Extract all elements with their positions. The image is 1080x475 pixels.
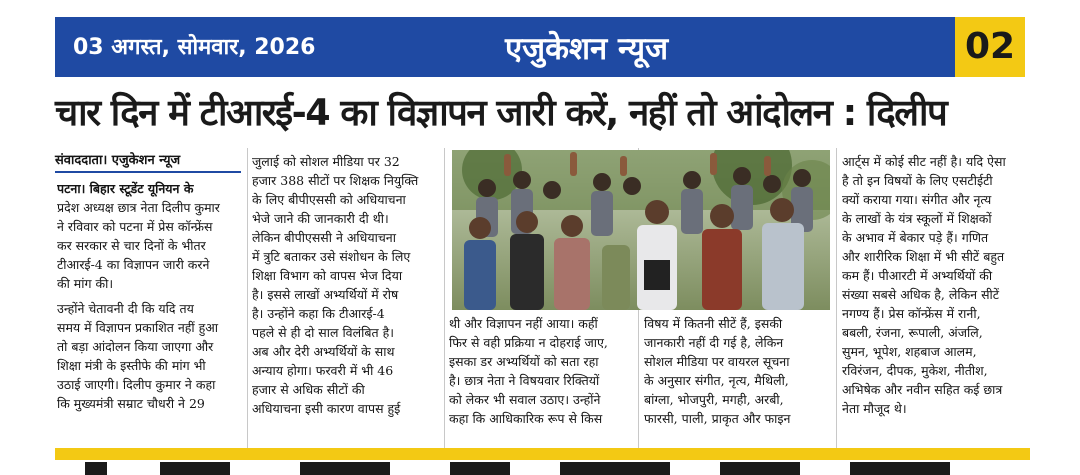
next-headline-fragment <box>300 462 390 475</box>
text-line: है। उन्होंने कहा कि टीआरई-4 <box>252 306 385 321</box>
text-line: फिर से वही प्रक्रिया न दोहराई जाए, <box>449 335 608 350</box>
text-line: हजार 388 सीटों पर शिक्षक नियुक्ति <box>252 173 419 188</box>
text-line: के लाखों के यंत्र स्कूलों में शिक्षकों <box>842 211 992 226</box>
text-line: आर्ट्स में कोई सीट नहीं है। यदि ऐसा <box>842 154 1006 169</box>
text-line: हजार से अधिक सीटों की <box>252 382 365 397</box>
text-line: अन्याय होगा। फरवरी में भी 46 <box>252 363 394 378</box>
page-number-box <box>955 17 1025 77</box>
text-line: अधियाचना इसी कारण वापस हुई <box>252 401 401 416</box>
text-line: प्रदेश अध्यक्ष छात्र नेता दिलीप कुमार <box>57 200 220 215</box>
text-line: टीआरई-4 का विज्ञापन जारी करने <box>57 257 210 272</box>
next-headline-fragment <box>160 462 230 475</box>
headline: चार दिन में टीआरई-4 का विज्ञापन जारी करें, नहीं तो आंदोलन : दिलीप <box>55 91 947 134</box>
text-line: पहले से ही दो साल विलंबित है। <box>252 325 394 340</box>
text-line: संख्या सबसे अधिक है, लेकिन सीटें <box>842 287 1000 302</box>
text-line: कहा कि आधिकारिक रूप से किस <box>449 411 603 426</box>
text-line: के अनुसार संगीत, नृत्य, मैथिली, <box>644 373 789 388</box>
article-column-1 <box>57 179 243 413</box>
text-line: कम हैं। पीआरटी में अभ्यर्थियों की <box>842 268 993 283</box>
text-line: सुमन, भूपेश, शहबाज आलम, <box>842 344 977 359</box>
article-column-3 <box>449 314 635 428</box>
column-divider <box>247 148 248 448</box>
column-divider <box>444 148 445 448</box>
text-line: कर सरकार से चार दिनों के भीतर <box>57 238 206 253</box>
next-headline-fragment <box>560 462 670 475</box>
text-line: ने रविवार को पटना में प्रेस कॉन्फ्रेंस <box>57 219 213 234</box>
next-headline-fragment <box>85 462 107 475</box>
column-divider <box>836 148 837 448</box>
footer-bar <box>55 448 1030 460</box>
text-line: रविरंजन, दीपक, मुकेश, नीतीश, <box>842 363 988 378</box>
article-column-4 <box>644 314 832 428</box>
text-line: में त्रुटि बताकर उसे संशोधन के लिए <box>252 249 411 264</box>
text-line: विषय में कितनी सीटें हैं, इसकी <box>644 316 783 331</box>
issue-date: 03 अगस्त, सोमवार, 2026 <box>73 35 316 60</box>
text-line: शिक्षा मंत्री के इस्तीफे की मांग भी <box>57 358 206 373</box>
text-line: नेता मौजूद थे। <box>842 401 907 416</box>
text-line: सोशल मीडिया पर वायरल सूचना <box>644 354 790 369</box>
text-line: अब और देरी अभ्यर्थियों के साथ <box>252 344 395 359</box>
text-line: शिक्षा विभाग को वापस भेज दिया <box>252 268 403 283</box>
text-line: के लिए बीपीएससी को अधियाचना <box>252 192 406 207</box>
text-line: उठाई जाएगी। दिलीप कुमार ने कहा <box>57 377 216 392</box>
text-line: बांग्ला, भोजपुरी, मगही, अरबी, <box>644 392 784 407</box>
text-line: बबली, रंजना, रूपाली, अंजलि, <box>842 325 983 340</box>
text-line: लेकिन बीपीएससी ने अधियाचना <box>252 230 396 245</box>
text-line: की मांग की। <box>57 276 114 291</box>
text-line: उन्होंने चेतावनी दी कि यदि तय <box>57 301 194 316</box>
press-conference-photo <box>452 150 830 310</box>
text-line: जुलाई को सोशल मीडिया पर 32 <box>252 154 400 169</box>
next-headline-fragment <box>720 462 800 475</box>
text-line: फारसी, पाली, प्राकृत और फाइन <box>644 411 791 426</box>
text-line: इसका डर अभ्यर्थियों को सता रहा <box>449 354 599 369</box>
text-line: है। इससे लाखों अभ्यर्थियों में रोष <box>252 287 399 302</box>
byline: संवाददाता। एजुकेशन न्यूज <box>55 153 181 168</box>
text-line: अभिषेक और नवीन सहित कई छात्र <box>842 382 1003 397</box>
text-line: समय में विज्ञापन प्रकाशित नहीं हुआ <box>57 320 219 335</box>
masthead-banner <box>55 17 955 77</box>
text-line: भेजे जाने की जानकारी दी थी। <box>252 211 389 226</box>
text-line: के अभाव में बेकार पड़े हैं। गणित <box>842 230 989 245</box>
text-line: थी और विज्ञापन नहीं आया। कहीं <box>449 316 598 331</box>
text-line: है। छात्र नेता ने विषयवार रिक्तियों <box>449 373 600 388</box>
text-line: जानकारी नहीं दी गई है, लेकिन <box>644 335 784 350</box>
text-line: क्यों कराया गया। संगीत और नृत्य <box>842 192 992 207</box>
section-title: एजुकेशन न्यूज <box>505 31 669 67</box>
byline-underline <box>55 171 241 173</box>
text-line: और शारीरिक शिक्षा में भी सीटें बहुत <box>842 249 1005 264</box>
press-conference-photo-illustration <box>452 150 830 310</box>
text-line: है तो इन विषयों के लिए एसटीईटी <box>842 173 993 188</box>
text-line: पटना। बिहार स्टूडेंट यूनियन के <box>57 181 194 196</box>
page-number: 02 <box>964 26 1016 67</box>
text-line: को लेकर भी सवाल उठाए। उन्होंने <box>449 392 601 407</box>
article-column-5 <box>842 152 1028 418</box>
article-column-2 <box>252 152 440 418</box>
next-headline-fragment <box>450 462 510 475</box>
text-line: नगण्य हैं। प्रेस कॉन्फ्रेंस में रानी, <box>842 306 981 321</box>
text-line: तो बड़ा आंदोलन किया जाएगा और <box>57 339 214 354</box>
text-line: कि मुख्यमंत्री सम्राट चौधरी ने 29 <box>57 396 205 411</box>
next-headline-fragment <box>850 462 950 475</box>
